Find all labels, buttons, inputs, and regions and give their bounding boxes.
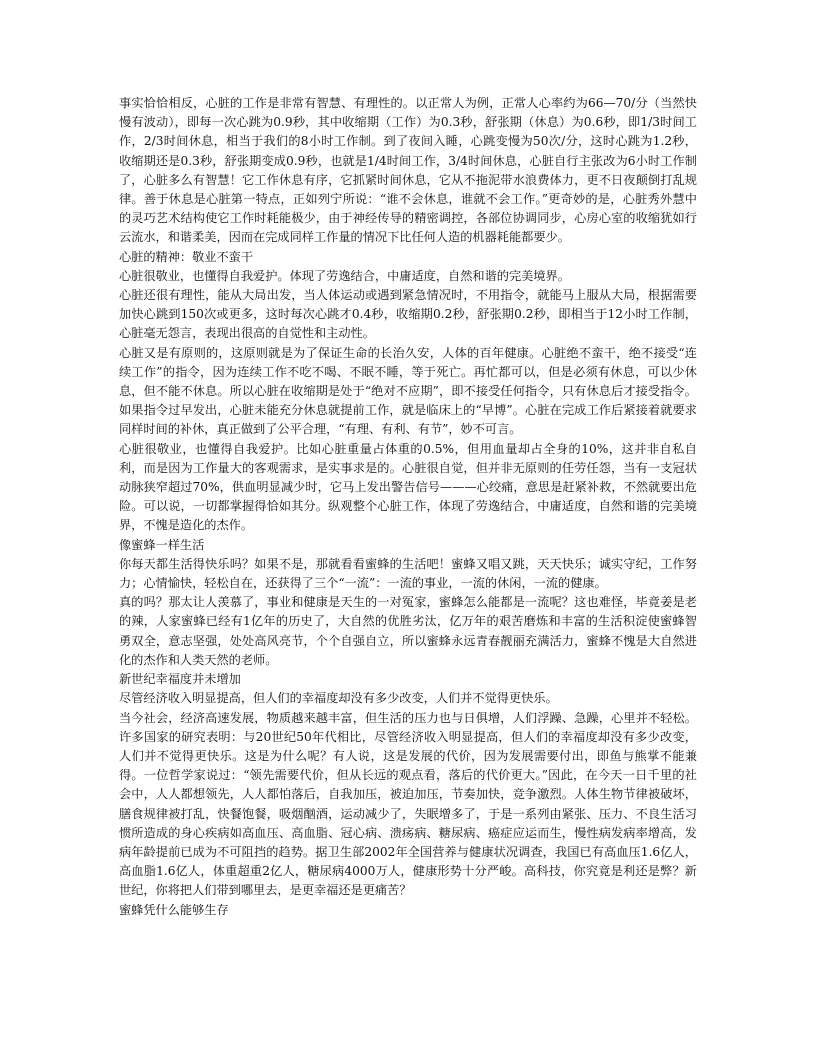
section-heading-heart-spirit: 心脏的精神：敬业不蛮干: [119, 249, 254, 264]
paragraph-happiness-society: 当今社会，经济高速发展，物质越来越丰富，但生活的压力也与日俱增，人们浮躁、急躁，心里并不轻松。许多国家的研究表明：与20世纪50年代相比，尽管经济收入明显提高，但人们的幸福度却没有多少改变，人们并不觉得更快乐。这是为什么呢？有人说，这是发展的代价，因为发展需要付出，即鱼与熊掌不能兼得。一位哲学家说过：“领先需要代价，但从长远的观点看，落后的代价更大。”因此，在今天一日千里的社会中，人人都想领先，人人都怕落后，自我加压，被迫加压，节奏加快，竞争激烈。人体生物节律被破坏，膳食规律被打乱，快餐饱餐，吸烟酗酒，运动减少了，失眠增多了，于是一系列由紧张、压力、不良生活习惯所造成的身心疾病如高血压、高血脂、冠心病、溃疡病、糖尿病、癌症应运而生，慢性病发病率增高，发病年龄提前已成为不可阻挡的趋势。据卫生部2002年全国营养与健康状况调查，我国已有高血压1.6亿人，高血脂1.6亿人，体重超重2亿人，糖尿病4000万人，健康形势十分严峻。高科技，你究竟是利还是弊？新世纪，你将把人们带到哪里去，是更幸福还是更痛苦？: [119, 710, 697, 898]
paragraph-heart-principle: 心脏又是有原则的，这原则就是为了保证生命的长治久安，人体的百年健康。心脏绝不蛮干，绝不接受“连续工作”的指令，因为连续工作不吃不喝、不眠不睡，等于死亡。再忙都可以，但是必须有休息，可以少休息，但不能不休息。所以心脏在收缩期是处于“绝对不应期”，即不接受任何指令，只有休息后才接受指令。如果指令过早发出，心脏未能充分休息就提前工作，就是临床上的“早博”。心脏在完成工作后紧接着就要求同样时间的补休，真正做到了公平合理，“有理、有利、有节”，妙不可言。: [119, 345, 697, 437]
paragraph-bee-evolution: 真的吗？那太让人羡慕了，事业和健康是天生的一对冤家，蜜蜂怎么能都是一流呢？这也难怪，毕竟姜是老的辣，人家蜜蜂已经有1亿年的历史了，大自然的优胜劣汰，亿万年的艰苦磨炼和丰富的生活积淀使蜜蜂智勇双全，意志坚强，处处高风亮节，个个自强自立，所以蜜蜂永远青春靓丽充满活力，蜜蜂不愧是大自然进化的杰作和人类天然的老师。: [119, 595, 697, 667]
section-heading-happiness: 新世纪幸福度并未增加: [119, 672, 241, 687]
section-heading-bee-survival: 蜜蜂凭什么能够生存: [119, 902, 229, 917]
document-body: [119, 94, 697, 920]
paragraph-heart-rhythm: 事实恰恰相反，心脏的工作是非常有智慧、有理性的。以正常人为例，正常人心率约为66—70/分（当然快慢有波动），即每一次心跳为0.9秒，其中收缩期（工作）为0.3秒，舒张期（休息）为0.6秒，即1/3时间工作，2/3时间休息，相当于我们的8小时工作制。到了夜间入睡，心跳变慢为50次/分，这时心跳为1.2秒，收缩期还是0.3秒，舒张期变成0.9秒，也就是1/4时间工作，3/4时间休息，心脏自行主张改为6小时工作制了，心脏多么有智慧！它工作休息有序，它抓紧时间休息，它从不拖泥带水浪费体力，更不日夜颠倒打乱规律。善于休息是心脏第一特点，正如列宁所说：“谁不会休息，谁就不会工作。”更奇妙的是，心脏秀外慧中的灵巧艺术结构使它工作时耗能极少，由于神经传导的精密调控，各部位协调同步，心房心室的收缩犹如行云流水，和谐柔美，因而在完成同样工作量的情况下比任何人造的机器耗能都要少。: [119, 96, 697, 245]
section-heading-bee-life: 像蜜蜂一样生活: [119, 537, 205, 552]
paragraph-heart-reason: 心脏还很有理性，能从大局出发，当人体运动或遇到紧急情况时，不用指令，就能马上服从大局，根据需要加快心跳到150次或更多，这时每次心跳才0.4秒，收缩期0.2秒，舒张期0.2秒，即相当于12小时工作制，心脏毫无怨言，表现出很高的自觉性和主动性。: [119, 288, 697, 341]
paragraph-heart-selfcare: 心脏很敬业，也懂得自我爱护。比如心脏重量占体重的0.5%，但用血量却占全身的10%，这并非自私自利，而是因为工作量大的客观需求，是实事求是的。心脏很自觉，但并非无原则的任劳任怨，当有一支冠状动脉狭窄超过70%，供血明显减少时，它马上发出警告信号———心绞痛，意思是赶紧补救，不然就要出危险。可以说，一切都掌握得恰如其分。纵观整个心脏工作，体现了劳逸结合，中庸适度，自然和谐的完美境界，不愧是造化的杰作。: [119, 441, 697, 533]
paragraph-bee-happy: 你每天都生活得快乐吗？如果不是，那就看看蜜蜂的生活吧！蜜蜂又唱又跳，天天快乐；诚实守纪，工作努力；心情愉快，轻松自在，还获得了三个“一流”：一流的事业，一流的休闲，一流的健康。: [119, 556, 697, 591]
paragraph-happiness-summary: 尽管经济收入明显提高，但人们的幸福度却没有多少改变，人们并不觉得更快乐。: [119, 691, 558, 706]
paragraph-heart-dedication: 心脏很敬业，也懂得自我爱护。体现了劳逸结合，中庸适度，自然和谐的完美境界。: [119, 268, 570, 283]
